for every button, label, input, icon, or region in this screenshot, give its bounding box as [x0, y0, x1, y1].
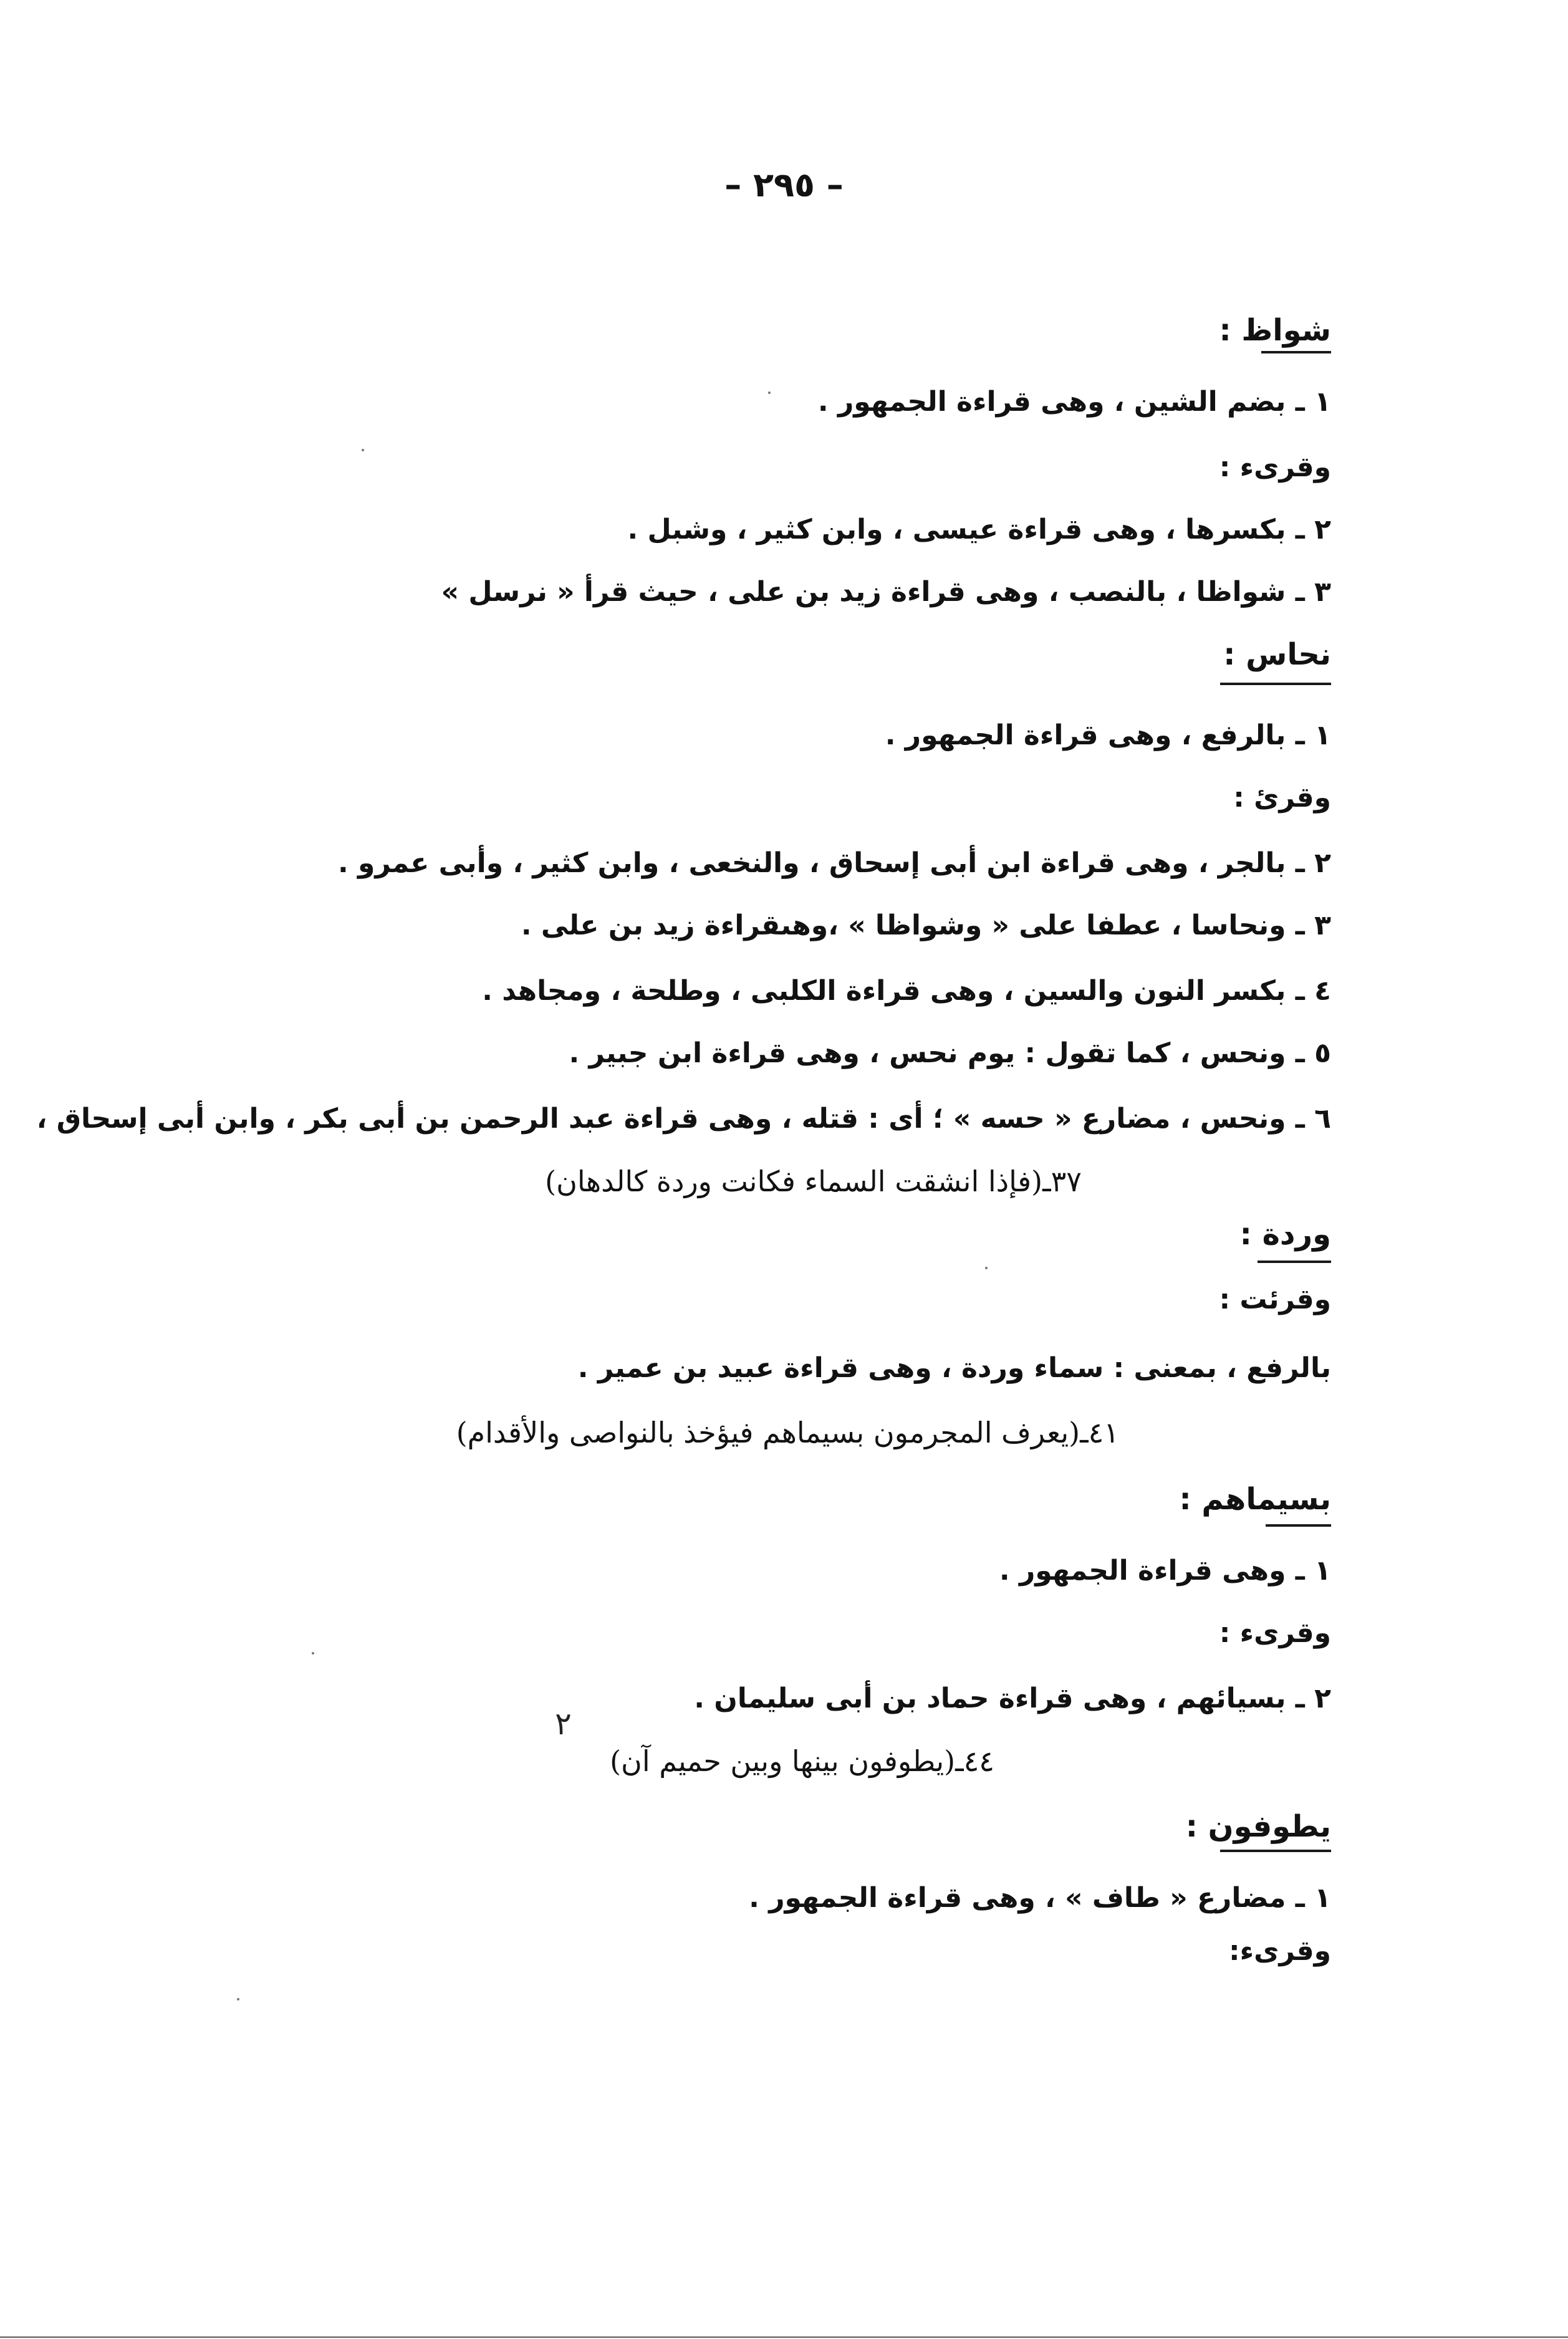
- text-line: ١ ـ وهى قراءة الجمهور .: [999, 1555, 1331, 1587]
- text-line: ٢ ـ بكسرها ، وهى قراءة عيسى ، وابن كثير ، وشبل .: [627, 514, 1331, 545]
- margin-mark: ٢: [555, 1706, 572, 1742]
- verse-37: ٣٧ـ(فإذا انشقت السماء فكانت وردة كالدهان): [545, 1165, 1082, 1198]
- text-line: ٣ ـ شواظا ، بالنصب ، وهى قراءة زيد بن على ، حيث قرأ « نرسل »: [441, 576, 1331, 608]
- heading-underline: [1220, 1850, 1331, 1852]
- verse-44: ٤٤ـ(يطوفون بينها وبين حميم آن): [610, 1744, 994, 1778]
- text-line: ٢ ـ بالجر ، وهى قراءة ابن أبى إسحاق ، والنخعى ، وابن كثير ، وأبى عمرو .: [337, 847, 1331, 879]
- text-line: ١ ـ بالرفع ، وهى قراءة الجمهور .: [885, 719, 1331, 751]
- section-heading-yatufun: يطوفون :: [1185, 1809, 1331, 1844]
- text-line: ١ ـ مضارع « طاف » ، وهى قراءة الجمهور .: [749, 1882, 1331, 1914]
- section-heading-warda: وردة :: [1239, 1217, 1331, 1252]
- bottom-edge-rule: [0, 2337, 1568, 2338]
- heading-underline: [1266, 1524, 1331, 1527]
- text-line: ٥ ـ ونحس ، كما تقول : يوم نحس ، وهى قراءة ابن جبير .: [569, 1037, 1331, 1069]
- scan-speck: [768, 391, 771, 394]
- section-heading-nuhas: نحاس :: [1223, 637, 1331, 672]
- text-line: وقرىء :: [1219, 451, 1331, 483]
- page-number: – ٢٩٥ –: [724, 165, 844, 204]
- text-line: ٢ ـ بسيائهم ، وهى قراءة حماد بن أبى سليمان .: [694, 1683, 1331, 1714]
- scan-speck: [985, 1267, 988, 1269]
- text-line: وقرىء :: [1219, 1617, 1331, 1649]
- text-line: بالرفع ، بمعنى : سماء وردة ، وهى قراءة عبيد بن عمير .: [577, 1352, 1331, 1384]
- text-line: ٦ ـ ونحس ، مضارع « حسه » ؛ أى : قتله ، وهى قراءة عبد الرحمن بن أبى بكر ، وابن أبى إسحاق ،: [36, 1103, 1331, 1135]
- heading-underline: [1220, 683, 1331, 685]
- heading-underline: [1258, 1261, 1331, 1263]
- text-line: ١ ـ بضم الشين ، وهى قراءة الجمهور .: [817, 386, 1331, 418]
- section-heading-shuwaz: شواظ :: [1219, 313, 1331, 348]
- text-line: ٣ ـ ونحاسا ، عطفا على « وشواظا » ،وهىقراءة زيد بن على .: [521, 910, 1331, 941]
- text-line: وقرىء:: [1229, 1935, 1331, 1967]
- text-line: ٤ ـ بكسر النون والسين ، وهى قراءة الكلبى ، وطلحة ، ومجاهد .: [482, 975, 1331, 1007]
- heading-underline: [1261, 351, 1331, 353]
- scan-speck: [237, 1998, 239, 2000]
- text-line: وقرئ :: [1233, 782, 1331, 814]
- text-line: وقرئت :: [1219, 1284, 1331, 1315]
- scan-speck: [312, 1652, 314, 1655]
- scan-speck: [362, 449, 364, 451]
- verse-41: ٤١ـ(يعرف المجرمون بسيماهم فيؤخذ بالنواصى والأقدام): [456, 1416, 1119, 1449]
- section-heading-bisimahum: بسيماهم :: [1179, 1482, 1331, 1517]
